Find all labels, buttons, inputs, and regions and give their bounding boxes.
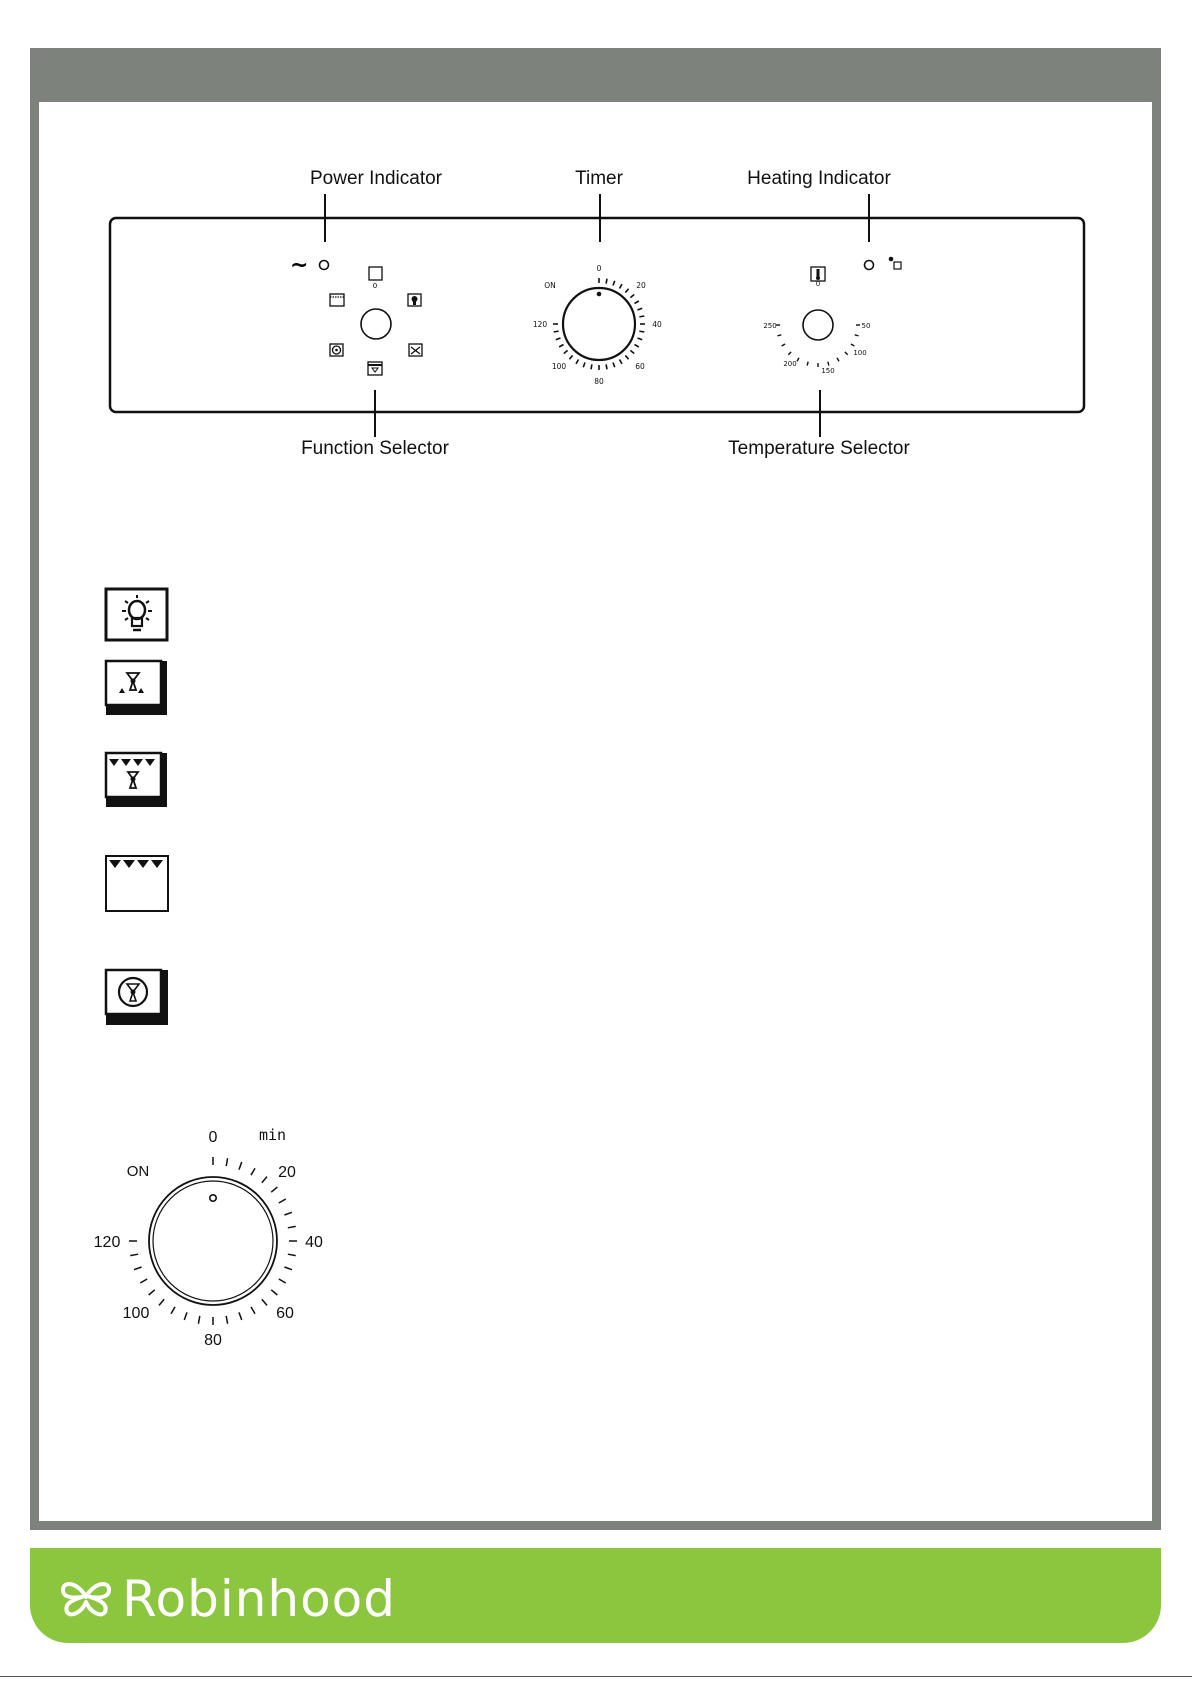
panel-timer-20-label: 20 bbox=[636, 281, 646, 290]
closeup-20-label: 20 bbox=[278, 1164, 296, 1181]
temperature-selector-callout: Temperature Selector bbox=[728, 438, 910, 459]
panel-timer-on-label: ON bbox=[544, 281, 556, 290]
closeup-timer-tick bbox=[226, 1316, 227, 1324]
heating-indicator-callout: Heating Indicator bbox=[747, 168, 891, 189]
panel-timer-120-label: 120 bbox=[532, 320, 548, 329]
closeup-timer-tick bbox=[284, 1267, 292, 1270]
closeup-timer-tick bbox=[134, 1267, 142, 1270]
closeup-timer-tick bbox=[262, 1177, 267, 1183]
mains-symbol-icon: ~ bbox=[290, 253, 309, 278]
panel-temp-50-label: 50 bbox=[861, 322, 871, 330]
closeup-timer-tick bbox=[226, 1158, 227, 1166]
timer-callout: Timer bbox=[575, 168, 623, 189]
panel-timer-100-label: 100 bbox=[551, 362, 567, 371]
panel-timer-80-label: 80 bbox=[594, 377, 604, 386]
closeup-timer-tick bbox=[171, 1307, 175, 1314]
closeup-60-label: 60 bbox=[276, 1305, 294, 1322]
closeup-timer-tick bbox=[271, 1187, 277, 1192]
closeup-timer-tick bbox=[288, 1254, 296, 1255]
closeup-timer-tick bbox=[149, 1290, 155, 1295]
panel-timer-40-label: 40 bbox=[652, 320, 662, 329]
function-selector-callout: Function Selector bbox=[301, 438, 449, 459]
closeup-0-label: 0 bbox=[208, 1129, 218, 1146]
closeup-unit-label: min bbox=[259, 1126, 287, 1144]
closeup-80-label: 80 bbox=[204, 1332, 222, 1349]
closeup-timer-tick bbox=[284, 1212, 292, 1215]
closeup-timer-tick bbox=[184, 1312, 187, 1320]
closeup-timer-tick bbox=[198, 1316, 199, 1324]
brand-name: Robinhood bbox=[122, 1570, 397, 1628]
panel-temp-0-label: 0 bbox=[815, 280, 821, 288]
closeup-timer-tick bbox=[159, 1299, 164, 1305]
closeup-timer-tick bbox=[279, 1199, 286, 1203]
closeup-timer-tick bbox=[251, 1307, 255, 1314]
timer-closeup-knob[interactable] bbox=[149, 1177, 277, 1305]
power-indicator-callout: Power Indicator bbox=[309, 168, 443, 189]
closeup-100-label: 100 bbox=[122, 1305, 150, 1322]
function-zero-label: 0 bbox=[372, 282, 378, 290]
footer-bar bbox=[30, 1548, 1161, 1643]
panel-timer-0-label: 0 bbox=[596, 264, 602, 273]
closeup-timer-tick bbox=[140, 1279, 147, 1283]
panel-temp-250-label: 250 bbox=[763, 322, 777, 330]
page-bottom-rule bbox=[0, 1676, 1192, 1677]
butterfly-logo-icon bbox=[58, 1574, 114, 1620]
closeup-timer-tick bbox=[130, 1254, 138, 1255]
panel-temp-150-label: 150 bbox=[821, 367, 835, 375]
closeup-timer-tick bbox=[271, 1290, 277, 1295]
panel-temp-200-label: 200 bbox=[783, 360, 797, 368]
closeup-timer-tick bbox=[262, 1299, 267, 1305]
closeup-timer-tick bbox=[251, 1168, 255, 1175]
timer-closeup-ticks bbox=[126, 1157, 297, 1325]
closeup-timer-tick bbox=[288, 1226, 296, 1227]
closeup-40-label: 40 bbox=[305, 1234, 323, 1251]
closeup-timer-tick bbox=[279, 1279, 286, 1283]
closeup-timer-tick bbox=[239, 1162, 242, 1170]
panel-temp-100-label: 100 bbox=[853, 349, 867, 357]
panel-timer-60-label: 60 bbox=[635, 362, 645, 371]
closeup-timer-tick bbox=[239, 1312, 242, 1320]
closeup-120-label: 120 bbox=[93, 1234, 121, 1251]
closeup-on-label: ON bbox=[126, 1163, 150, 1180]
